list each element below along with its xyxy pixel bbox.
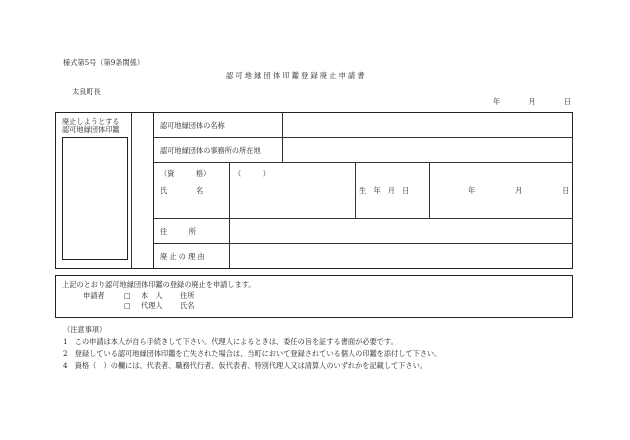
org-address-field[interactable] xyxy=(286,143,568,159)
col-divider xyxy=(229,162,230,269)
reason-field[interactable] xyxy=(234,247,568,265)
addressee: 太良町長 xyxy=(72,87,101,96)
birth-date-field[interactable]: 年 月 日 xyxy=(468,186,575,195)
org-name-field[interactable] xyxy=(286,118,568,134)
org-address-label: 認可地縁団体の事務所の所在地 xyxy=(160,146,261,155)
org-name-label: 認可地縁団体の名称 xyxy=(160,121,225,130)
agent-label: 代理人 xyxy=(141,301,163,310)
row-divider xyxy=(153,162,573,163)
name-field[interactable] xyxy=(234,184,350,214)
seal-impression-box[interactable] xyxy=(62,137,128,260)
agent-checkbox[interactable]: □ xyxy=(124,301,131,310)
address-field[interactable] xyxy=(234,222,568,239)
principal-label: 本 人 xyxy=(141,291,163,300)
qualification-label: （資 格） xyxy=(160,169,211,178)
applicant-name-label: 氏名 xyxy=(180,301,195,310)
birth-date-label: 生 年 月 日 xyxy=(359,186,410,195)
seal-divider xyxy=(131,112,132,269)
note-item: 4 資格（ ）の欄には、代表者、職務代行者、仮代表者、特別代理人又は清算人のいずれかを記載して下さい。 xyxy=(63,361,427,370)
form-number: 様式第5号（第9条関係） xyxy=(63,58,145,67)
note-item: 2 登録している認可地縁団体印鑑を亡失された場合は、当町において登録されている個人の印鑑を添付して下さい。 xyxy=(63,349,442,358)
seal-label-line2: 認可地縁団体印鑑 xyxy=(62,125,120,134)
reason-label: 廃止の理由 xyxy=(160,252,207,261)
col-divider xyxy=(429,162,430,218)
row-divider xyxy=(153,137,573,138)
name-label: 氏 名 xyxy=(160,186,204,195)
address-label: 住 所 xyxy=(160,227,196,236)
form-title: 認可地縁団体印鑑登録廃止申請書 xyxy=(226,71,367,80)
applicant-address-label: 住所 xyxy=(180,291,195,300)
col-divider xyxy=(282,112,283,162)
col-divider xyxy=(355,162,356,218)
applicant-label: 申請者 xyxy=(83,291,105,300)
notes-heading: （注意事項） xyxy=(63,325,107,334)
row-divider xyxy=(153,218,573,219)
note-item: 1 この申請は本人が自ら手続きして下さい。代理人によるときは、委任の旨を証する書面が必要です。 xyxy=(63,337,398,346)
date-line: 年 月 日 xyxy=(493,97,576,106)
seal-label-line1: 廃止しようとする xyxy=(62,117,120,126)
principal-checkbox[interactable]: □ xyxy=(124,291,131,300)
request-statement: 上記のとおり認可地縁団体印鑑の登録の廃止を申請します。 xyxy=(62,280,256,289)
row-divider xyxy=(153,243,573,244)
qualification-field[interactable]: （ ） xyxy=(234,169,270,178)
